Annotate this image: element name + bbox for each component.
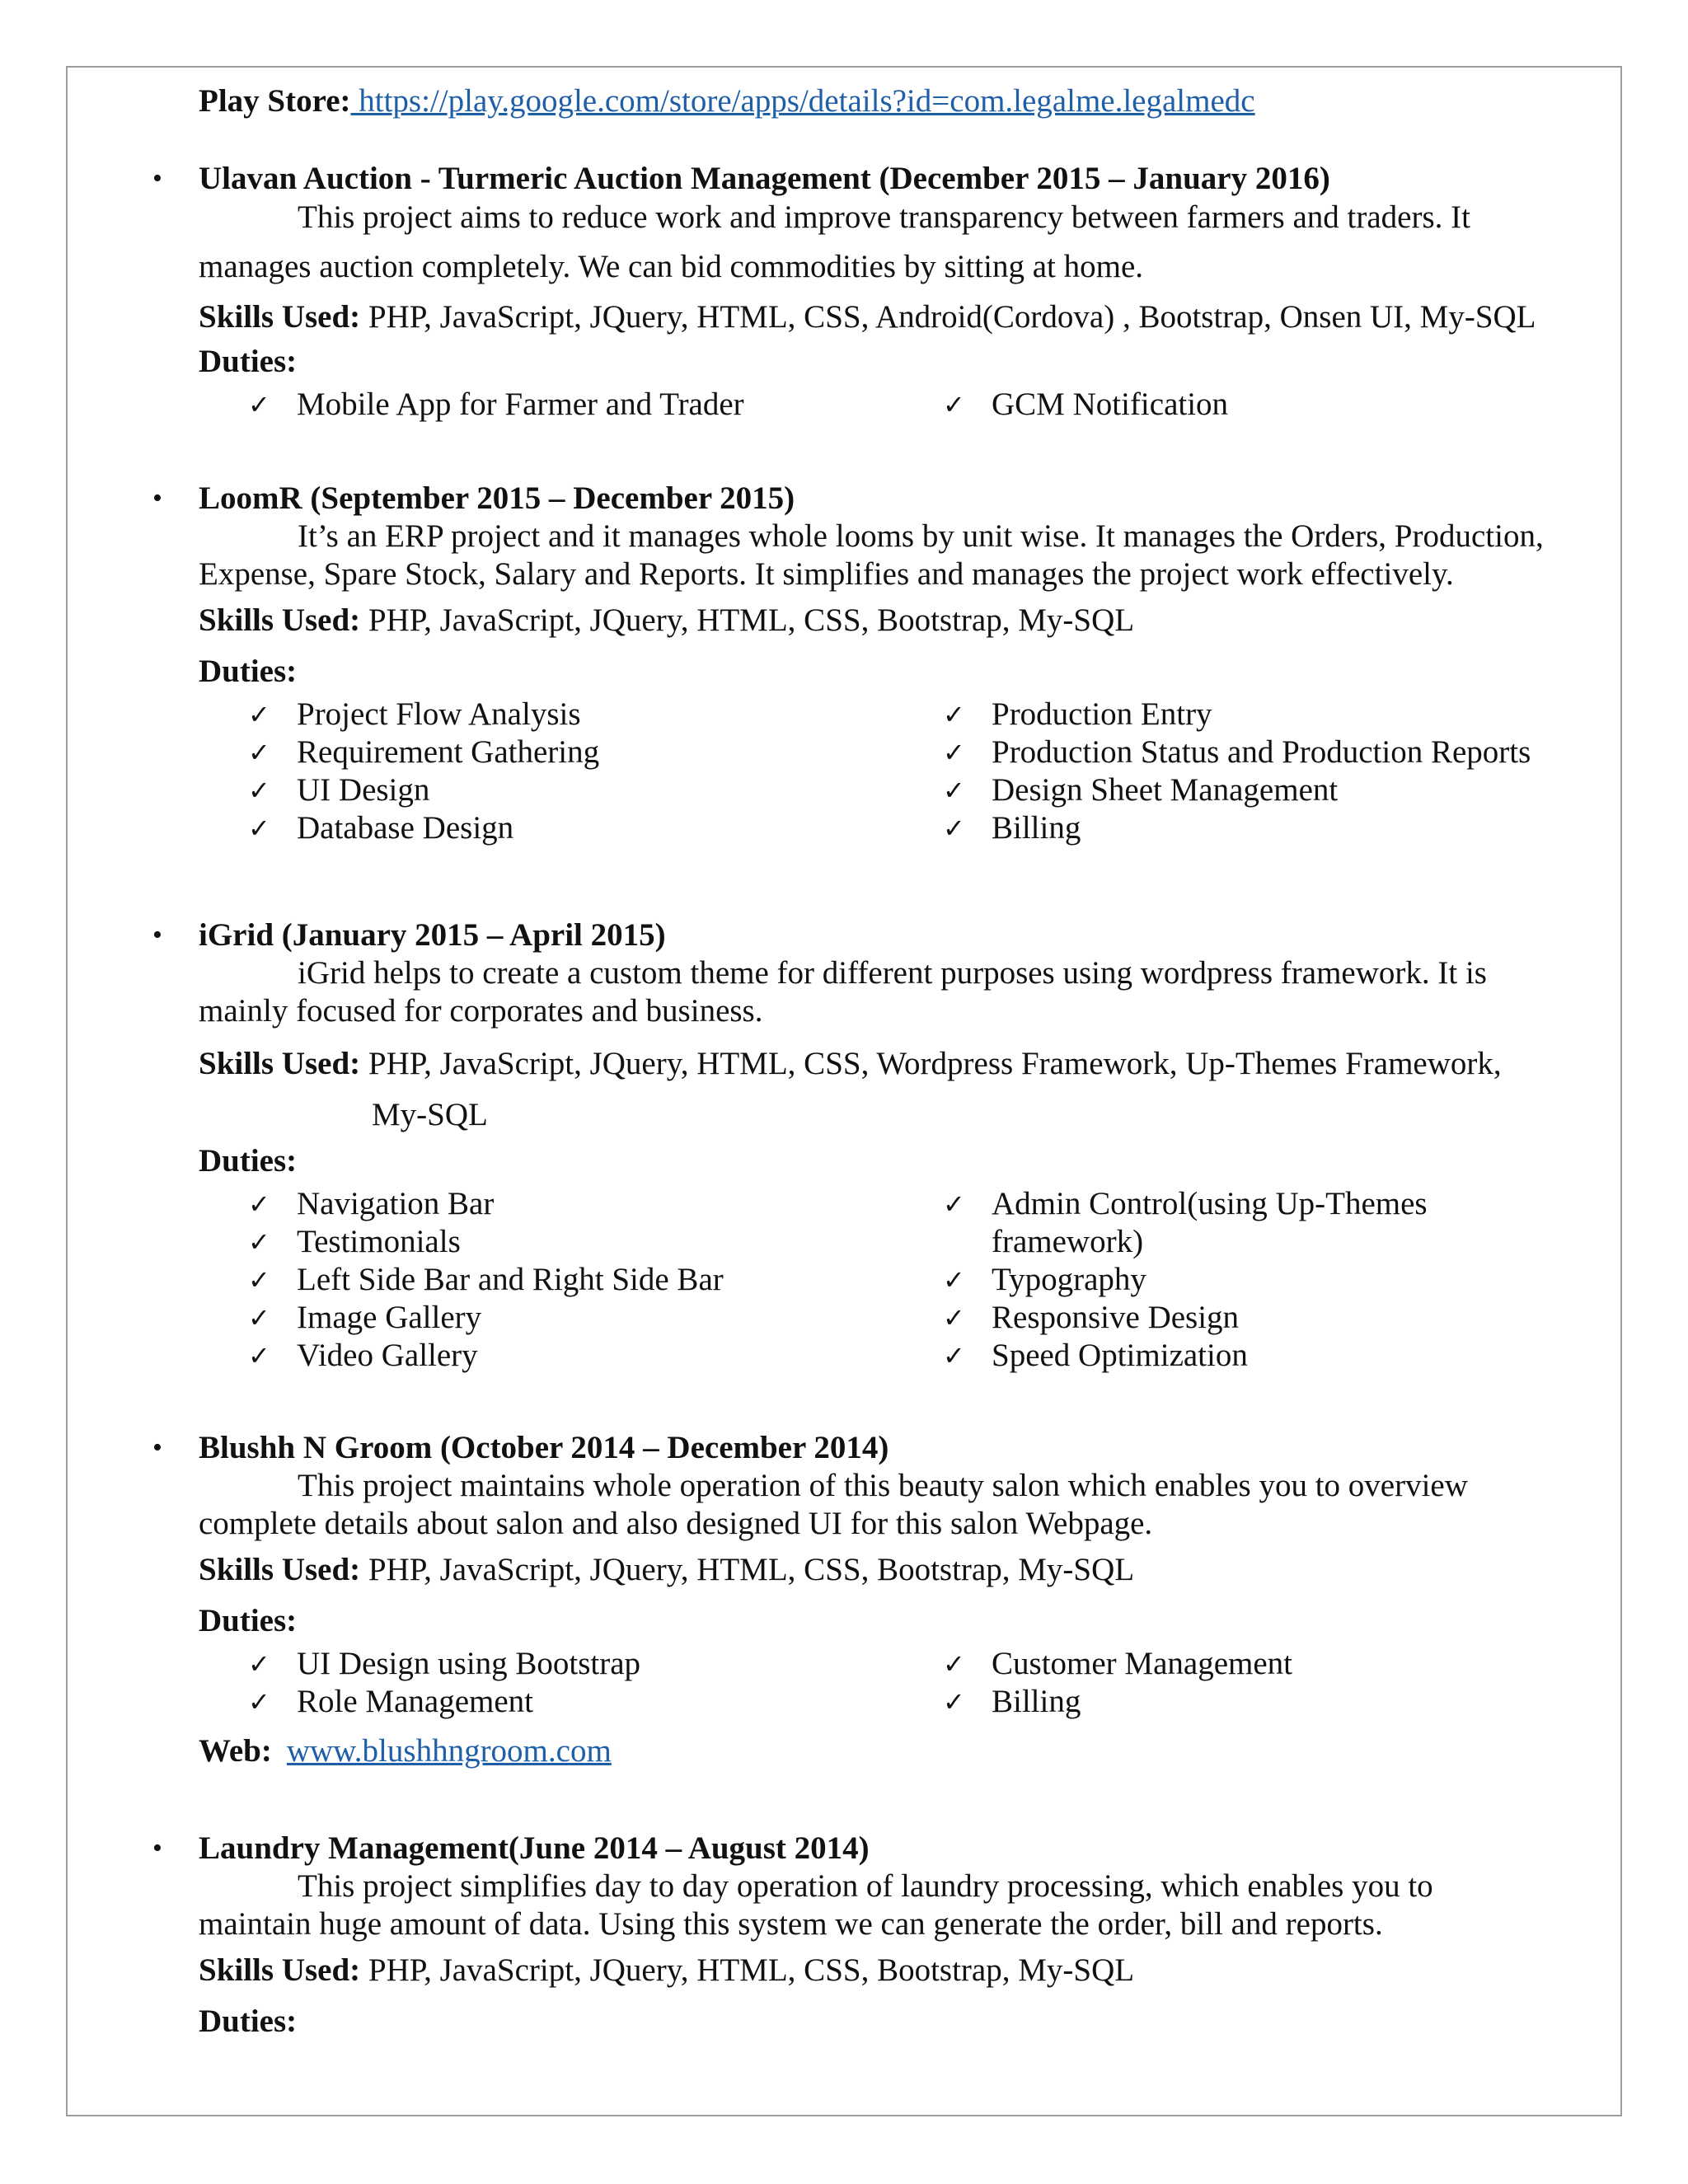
resume-content [152,82,1600,2046]
duty-item: ✓ Design Sheet Management [943,772,1339,808]
duty-item: ✓ UI Design [248,772,430,808]
duty-item: ✓ Role Management [248,1684,533,1719]
duty-item: ✓ Testimonials [248,1224,461,1259]
play-store-link[interactable]: https://play.google.com/store/apps/details?id=com.legalme.legalmedc [350,83,1255,119]
duties-label: Duties: [199,1143,298,1179]
duty-item: ✓ GCM Notification [943,387,1229,422]
check-icon: ✓ [248,1686,270,1718]
skills-used [199,602,1600,640]
duty-item: ✓ Billing [943,1684,1081,1719]
duty-item: ✓ Video Gallery [248,1338,478,1373]
bullet: • [152,1432,162,1463]
check-icon: ✓ [248,813,270,844]
check-icon: ✓ [248,389,270,420]
play-store-line [199,82,1600,120]
duty-item: ✓ Responsive Design [943,1300,1240,1335]
bullet: • [152,920,162,950]
duty-item: ✓ Left Side Bar and Right Side Bar [248,1262,724,1297]
project-description: This project aims to reduce work and improve transparency between farmers and traders. It manages auction completely. We can bid commodities by sitting at home. [199,199,1470,284]
play-store-label: Play Store: [199,83,351,119]
skills-used [199,1952,1600,1990]
skills-label: Skills Used: [199,1952,361,1988]
project-laundry-management [152,1830,1600,2041]
check-icon: ✓ [248,737,270,768]
web-link[interactable]: www.blushhngroom.com [286,1733,612,1769]
project-title: iGrid (January 2015 – April 2015) [199,917,666,953]
bullet: • [152,163,162,194]
duties-label: Duties: [199,654,298,689]
duty-item: ✓ Project Flow Analysis [248,696,581,732]
check-icon: ✓ [248,1302,270,1333]
project-title: Ulavan Auction - Turmeric Auction Management (December 2015 – January 2016) [199,161,1330,196]
check-icon: ✓ [248,699,270,730]
check-icon: ✓ [943,389,965,420]
web-label: Web: [199,1733,272,1769]
skills-value: PHP, JavaScript, JQuery, HTML, CSS, Bootstrap, My-SQL [368,1552,1135,1587]
skills-label: Skills Used: [199,299,361,335]
skills-value-continued: My-SQL [372,1097,488,1132]
check-icon: ✓ [943,737,965,768]
duty-item: ✓ UI Design using Bootstrap [248,1646,641,1681]
project-igrid [152,916,1600,1429]
check-icon: ✓ [248,1264,270,1296]
check-icon: ✓ [248,1648,270,1680]
check-icon: ✓ [943,813,965,844]
skills-used [199,1038,1600,1141]
duty-item: ✓ Billing [943,810,1081,846]
duty-item: ✓ Typography [943,1262,1146,1297]
check-icon: ✓ [943,1264,965,1296]
duty-item: ✓ Navigation Bar [248,1186,495,1221]
project-description: This project simplifies day to day operation of laundry processing, which enables you to maintain huge amount of data. Using this system we can generate the order, bill and reports. [199,1868,1433,1942]
bullet: • [152,483,162,513]
check-icon: ✓ [248,1188,270,1220]
duty-item: ✓ Requirement Gathering [248,734,600,770]
check-icon: ✓ [943,1648,965,1680]
check-icon: ✓ [943,1188,965,1220]
project-ulavan-auction [152,160,1600,480]
project-title: LoomR (September 2015 – December 2015) [199,480,795,516]
check-icon: ✓ [248,775,270,806]
check-icon: ✓ [943,1686,965,1718]
project-title: Laundry Management(June 2014 – August 2014) [199,1830,870,1866]
check-icon: ✓ [248,1226,270,1258]
skills-value: PHP, JavaScript, JQuery, HTML, CSS, Bootstrap, My-SQL [368,602,1135,638]
check-icon: ✓ [248,1340,270,1371]
duties-label: Duties: [199,2004,298,2039]
duty-item: ✓ Speed Optimization [943,1338,1248,1373]
check-icon: ✓ [943,775,965,806]
project-description: iGrid helps to create a custom theme for different purposes using wordpress framework. It is mainly focused for corporates and business. [199,955,1487,1029]
check-icon: ✓ [943,1302,965,1333]
duty-item: ✓ Production Status and Production Reports [943,734,1531,770]
duty-item: ✓ Mobile App for Farmer and Trader [248,387,744,422]
duties-label: Duties: [199,1603,298,1638]
project-description: It’s an ERP project and it manages whole looms by unit wise. It manages the Orders, Production, Expense, Spare Stock, Salary and Reports. It simplifies and manages the project work effectively. [199,518,1544,592]
web-line [199,1732,1600,1770]
skills-label: Skills Used: [199,1552,361,1587]
check-icon: ✓ [943,1340,965,1371]
skills-label: Skills Used: [199,602,361,638]
skills-used [199,292,1600,343]
duty-item: ✓ Database Design [248,810,514,846]
project-title: Blushh N Groom (October 2014 – December 2014) [199,1430,889,1465]
project-description: This project maintains whole operation of this beauty salon which enables you to overview complete details about salon and also designed UI for this salon Webpage. [199,1468,1468,1541]
duty-item: ✓ Customer Management [943,1646,1292,1681]
project-blushh-n-groom [152,1429,1600,1830]
project-loomr [152,480,1600,916]
skills-value: PHP, JavaScript, JQuery, HTML, CSS, Bootstrap, My-SQL [368,1952,1135,1988]
check-icon: ✓ [943,699,965,730]
duty-item: ✓ Image Gallery [248,1300,482,1335]
skills-label: Skills Used: [199,1046,361,1081]
skills-value: PHP, JavaScript, JQuery, HTML, CSS, Wordpress Framework, Up-Themes Framework, [368,1046,1502,1081]
skills-used [199,1551,1600,1589]
bullet: • [152,1833,162,1863]
duties-label: Duties: [199,344,298,379]
duty-item: ✓ Admin Control(using Up-Themes framework) [943,1186,1428,1259]
duty-item: ✓ Production Entry [943,696,1212,732]
skills-value: PHP, JavaScript, JQuery, HTML, CSS, Android(Cordova) , Bootstrap, Onsen UI, My-SQL [368,299,1536,335]
duties-list [199,1645,1600,1721]
